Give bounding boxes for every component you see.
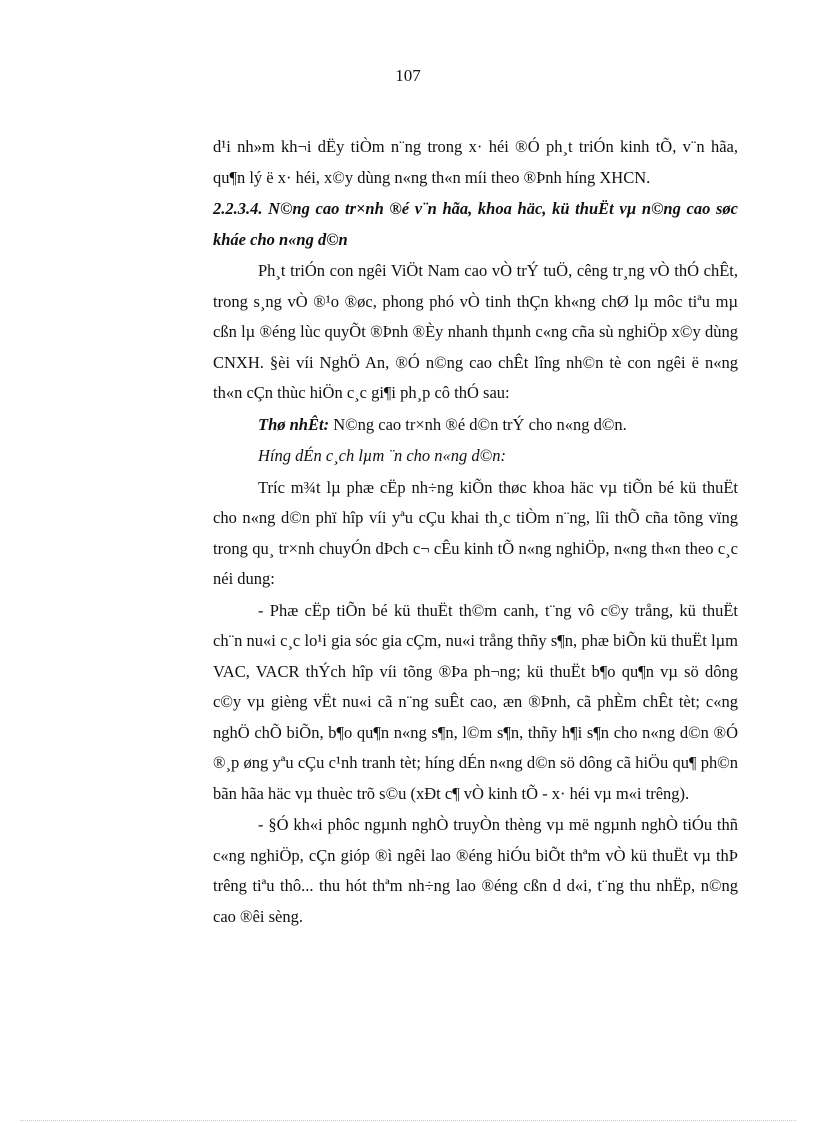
paragraph-development: Ph¸t triÓn con ngêi ViÖt Nam cao vÒ trÝ tuÖ, cêng tr¸ng vÒ thÓ chÊt, trong s¸ng vÒ ®¹o ®øc, phong phó vÒ tinh thÇn kh«ng chØ lµ môc tiªu mµ cßn lµ ®éng lùc quyÕt ®Þnh ®Èy nhanh thµnh c«ng cña sù nghiÖp x©y dùng CNXH. §èi víi NghÖ An, ®Ó n©ng cao chÊt lîng nh©n tè con ngêi ë n«ng th«n cÇn thùc hiÖn c¸c gi¶i ph¸p cô thÓ sau: xyxy=(213,261,738,402)
paragraph-intro-continuation: d¹i nh»m kh¬i dËy tiÒm n¨ng trong x· héi ®Ó ph¸t triÓn kinh tÕ, v¨n hãa, qu¶n lý ë x· héi, x©y dùng n«ng th«n míi theo ®Þnh híng XHCN. xyxy=(213,137,738,187)
first-point-label: Thø nhÊt: xyxy=(258,414,330,434)
first-point-text: N©ng cao tr×nh ®é d©n trÝ cho n«ng d©n. xyxy=(329,414,627,434)
paragraph-first-point xyxy=(213,410,738,441)
page-number: 107 xyxy=(395,66,421,85)
page-bottom-divider xyxy=(20,1120,796,1121)
paragraph-knowledge: Tríc m¾t lµ phæ cËp nh÷ng kiÕn thøc khoa häc vµ tiÕn bé kü thuËt cho n«ng d©n phï hîp víi yªu cÇu khai th¸c tiÒm n¨ng, lîi thÕ cña tõng vïng trong qu¸ tr×nh chuyÓn dÞch c¬ cÊu kinh tÕ n«ng nghiÖp, n«ng th«n theo c¸c néi dung: xyxy=(213,477,738,588)
paragraph-traditional-crafts: - §Ó kh«i phôc ngµnh nghÒ truyÒn thèng vµ më ngµnh nghÒ tiÓu thñ c«ng nghiÖp, cÇn gióp ®ì ngêi lao ®éng hiÓu biÕt thªm vÒ kü thuËt vµ thÞ trêng tiªu thô... thu hót thªm nh÷ng lao ®éng cßn d d«i, t¨ng thu nhËp, n©ng cao ®êi sèng. xyxy=(213,815,738,926)
paragraph-technical-list: - Phæ cËp tiÕn bé kü thuËt th©m canh, t¨ng vô c©y trång, kü thuËt ch¨n nu«i c¸c lo¹i gia sóc gia cÇm, nu«i trång thñy s¶n, phæ biÕn kü thuËt lµm VAC, VACR thÝch hîp víi tõng ®Þa ph¬ng; kü thuËt b¶o qu¶n vµ sö dông c©y vµ gièng vËt nu«i cã n¨ng suÊt cao, æn ®Þnh, cã phÈm chÊt tèt; c«ng nghÖ chÕ biÕn, b¶o qu¶n n«ng s¶n, l©m s¶n, thñy h¶i s¶n cho n«ng d©n ®Ó ®¸p øng yªu cÇu c¹nh tranh tèt; híng dÉn n«ng d©n sö dông cã hiÖu qu¶ ph©n bãn hãa häc vµ thuèc trõ s©u (xÐt c¶ vÒ kinh tÕ - x· héi vµ m«i trêng). xyxy=(213,600,738,803)
section-heading: 2.2.3.4. N©ng cao tr×nh ®é v¨n hãa, khoa häc, kü thuËt vµ n©ng cao søc kháe cho n«ng d©n xyxy=(213,199,738,249)
page-body xyxy=(213,132,738,933)
subheading-guidance: Híng dÉn c¸ch lµm ¨n cho n«ng d©n: xyxy=(258,446,506,465)
